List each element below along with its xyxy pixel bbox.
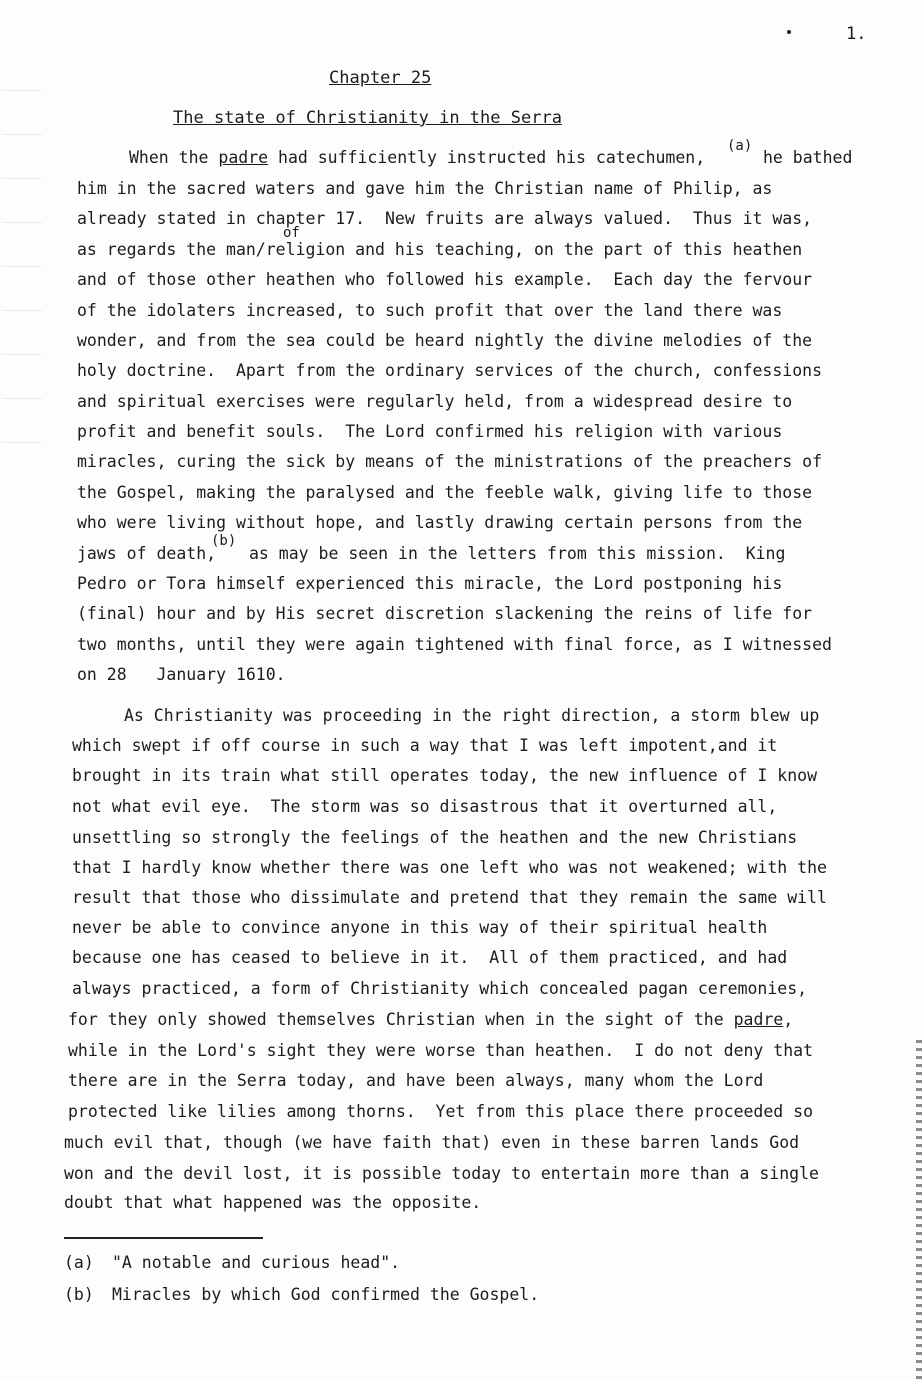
- p1-line-1: When the padre had sufficiently instructed his catechumen,: [129, 148, 706, 167]
- footnote-label: (a): [64, 1253, 94, 1272]
- p2-line-15: much evil that, though (we have faith that) even in these barren lands God: [64, 1133, 800, 1152]
- padre-term: padre: [733, 1010, 784, 1029]
- p1-line-13: who were living without hope, and lastly drawing certain persons from the: [77, 513, 803, 532]
- p2-line-2: which swept if off course in such a way that I was left impotent,and it: [72, 736, 778, 755]
- p2-line-4: not what evil eye. The storm was so disastrous that it overturned all,: [72, 797, 778, 816]
- p1-line-5: and of those other heathen who followed his example. Each day the fervour: [77, 270, 813, 289]
- p1-line-7: wonder, and from the sea could be heard nightly the divine melodies of the: [77, 331, 813, 350]
- footnote-a: [64, 1253, 400, 1272]
- footnote-text: Miracles by which God confirmed the Gospel.: [112, 1285, 540, 1304]
- p2-line-16: won and the devil lost, it is possible today to entertain more than a single: [64, 1164, 819, 1183]
- right-edge-perforation: [916, 1040, 922, 1380]
- p1-line-17: two months, until they were again tightened with final force, as I witnessed: [77, 635, 832, 654]
- p1-line-16: (final) hour and by His secret discretion slackening the reins of life for: [77, 604, 813, 623]
- p2-line-12: while in the Lord's sight they were worse than heathen. I do not deny that: [68, 1041, 814, 1060]
- p1-line-4: as regards the man/religion and his teaching, on the part of this heathen: [77, 240, 803, 259]
- left-margin-scan-noise: [2, 60, 42, 480]
- p1-line-8: holy doctrine. Apart from the ordinary services of the church, confessions: [77, 361, 823, 380]
- stray-dot: [787, 30, 791, 34]
- footnote-b: [64, 1285, 539, 1304]
- p1-line-18: on 28 January 1610.: [77, 665, 286, 684]
- footnote-label: (b): [64, 1285, 94, 1304]
- p2-line-10: always practiced, a form of Christianity which concealed pagan ceremonies,: [72, 979, 808, 998]
- handwritten-insert: of: [283, 225, 300, 241]
- p2-line-11: for they only showed themselves Christian when in the sight of the padre,: [68, 1010, 794, 1029]
- footnote-text: "A notable and curious head".: [112, 1253, 401, 1272]
- p2-line-3: brought in its train what still operates today, the new influence of I know: [72, 766, 818, 785]
- page-number: 1.: [846, 24, 867, 44]
- padre-term: padre: [218, 148, 269, 167]
- p1-line-9: and spiritual exercises were regularly held, from a widespread desire to: [77, 392, 793, 411]
- p1-line-1-end: he bathed: [763, 148, 853, 167]
- p2-line-7: result that those who dissimulate and pretend that they remain the same will: [72, 888, 827, 907]
- p1-line-14-start: jaws of death,: [77, 544, 217, 563]
- p1-line-10: profit and benefit souls. The Lord confirmed his religion with various: [77, 422, 783, 441]
- p1-line-3: already stated in chapter 17. New fruits are always valued. Thus it was,: [77, 209, 813, 228]
- p1-line-6: of the idolaters increased, to such profit that over the land there was: [77, 301, 783, 320]
- footnote-ref-b: (b): [211, 533, 237, 549]
- footnote-divider: [64, 1237, 263, 1239]
- p2-line-6: that I hardly know whether there was one left who was not weakened; with the: [72, 858, 827, 877]
- p1-line-14-end: as may be seen in the letters from this mission. King: [249, 544, 786, 563]
- p2-line-14: protected like lilies among thorns. Yet from this place there proceeded so: [68, 1102, 814, 1121]
- p2-line-9: because one has ceased to believe in it. All of them practiced, and had: [72, 948, 788, 967]
- p1-line-15: Pedro or Tora himself experienced this miracle, the Lord postponing his: [77, 574, 783, 593]
- p2-line-8: never be able to convince anyone in this way of their spiritual health: [72, 918, 768, 937]
- p2-line-17: doubt that what happened was the opposite.: [64, 1193, 482, 1212]
- p2-line-1: As Christianity was proceeding in the right direction, a storm blew up: [124, 706, 820, 725]
- p2-line-5: unsettling so strongly the feelings of the heathen and the new Christians: [72, 828, 798, 847]
- footnote-ref-a: (a): [727, 138, 753, 154]
- chapter-title: Chapter 25: [329, 68, 432, 88]
- p2-line-13: there are in the Serra today, and have been always, many whom the Lord: [68, 1071, 764, 1090]
- p1-line-2: him in the sacred waters and gave him the Christian name of Philip, as: [77, 179, 773, 198]
- section-title: The state of Christianity in the Serra: [173, 108, 562, 128]
- p1-line-11: miracles, curing the sick by means of the ministrations of the preachers of: [77, 452, 823, 471]
- p1-line-12: the Gospel, making the paralysed and the feeble walk, giving life to those: [77, 483, 813, 502]
